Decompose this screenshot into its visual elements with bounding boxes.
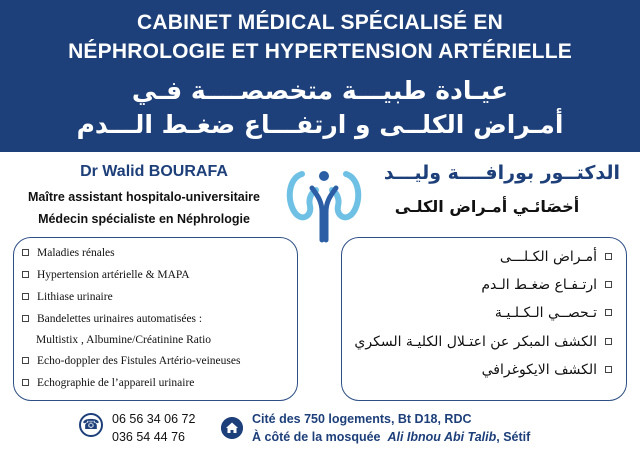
doctor-name: Dr Walid BOURAFA <box>80 163 228 180</box>
banner-title-fr-line1: CABINET MÉDICAL SPÉCIALISÉ EN <box>137 11 503 34</box>
service-fr-item: Lithiase urinaire <box>22 291 113 303</box>
phone-number-landline: 036 54 44 76 <box>112 430 185 444</box>
home-icon <box>221 417 243 439</box>
bullet-icon <box>22 271 29 278</box>
address-line1: Cité des 750 logements, Bt D18, RDC <box>252 412 472 426</box>
bullet-icon <box>22 249 29 256</box>
bullet-icon <box>22 379 29 386</box>
bullet-icon <box>605 253 612 260</box>
service-ar-item: الكشف الايكوغرافي <box>482 362 612 378</box>
service-fr-subitem: Multistix , Albumine/Créatinine Ratio <box>36 334 212 346</box>
service-ar-item: الكشف المبكر عن اعتـلال الكليـة السكري <box>354 334 612 350</box>
bullet-icon <box>22 293 29 300</box>
bullet-icon <box>605 338 612 345</box>
service-fr-item: Bandelettes urinaires automatisées : <box>22 313 202 325</box>
header-banner <box>0 0 640 152</box>
banner-title-ar-line2: أمـراض الكلــى و ارتفـــاع ضغـط الـــدم <box>76 110 564 139</box>
bullet-icon <box>605 281 612 288</box>
phone-icon: ☎ <box>79 413 103 437</box>
phone-number-mobile: 06 56 34 06 72 <box>112 412 196 426</box>
banner-title-ar-line1: عيـادة طبيـــة متخصصــــة فـي <box>131 76 509 105</box>
service-fr-item: Hypertension artérielle & MAPA <box>22 269 190 281</box>
service-fr-item: Echo-doppler des Fistules Artério-veineuses <box>22 355 240 367</box>
doctor-specialty-ar: أخصَائـي أمـراض الكلـى <box>394 197 580 216</box>
bullet-icon <box>605 309 612 316</box>
service-ar-item: تـحصــي الـكـلـيـة <box>495 305 612 321</box>
bullet-icon <box>605 366 612 373</box>
service-ar-item: أمـراض الكـلـــى <box>500 249 612 265</box>
services-ar-box <box>341 237 627 401</box>
bullet-icon <box>22 357 29 364</box>
doctor-title: Maître assistant hospitalo-universitaire <box>27 190 260 204</box>
service-ar-item: ارتـفـاع ضغـط الـدم <box>481 277 612 293</box>
kidney-logo-icon <box>282 162 366 246</box>
banner-title-fr-line2: NÉPHROLOGIE ET HYPERTENSION ARTÉRIELLE <box>68 40 572 63</box>
doctor-name-ar: الدكتــور بورافــــة وليـــد <box>383 162 620 184</box>
service-fr-item: Maladies rénales <box>22 247 115 259</box>
doctor-specialty: Médecin spécialiste en Néphrologie <box>38 212 250 226</box>
address-line2: À côté de la mosquée Ali Ibnou Abi Talib, Sétif <box>252 430 531 444</box>
services-fr-box <box>13 237 298 401</box>
bullet-icon <box>22 315 29 322</box>
service-fr-item: Echographie de l’appareil urinaire <box>22 377 194 389</box>
